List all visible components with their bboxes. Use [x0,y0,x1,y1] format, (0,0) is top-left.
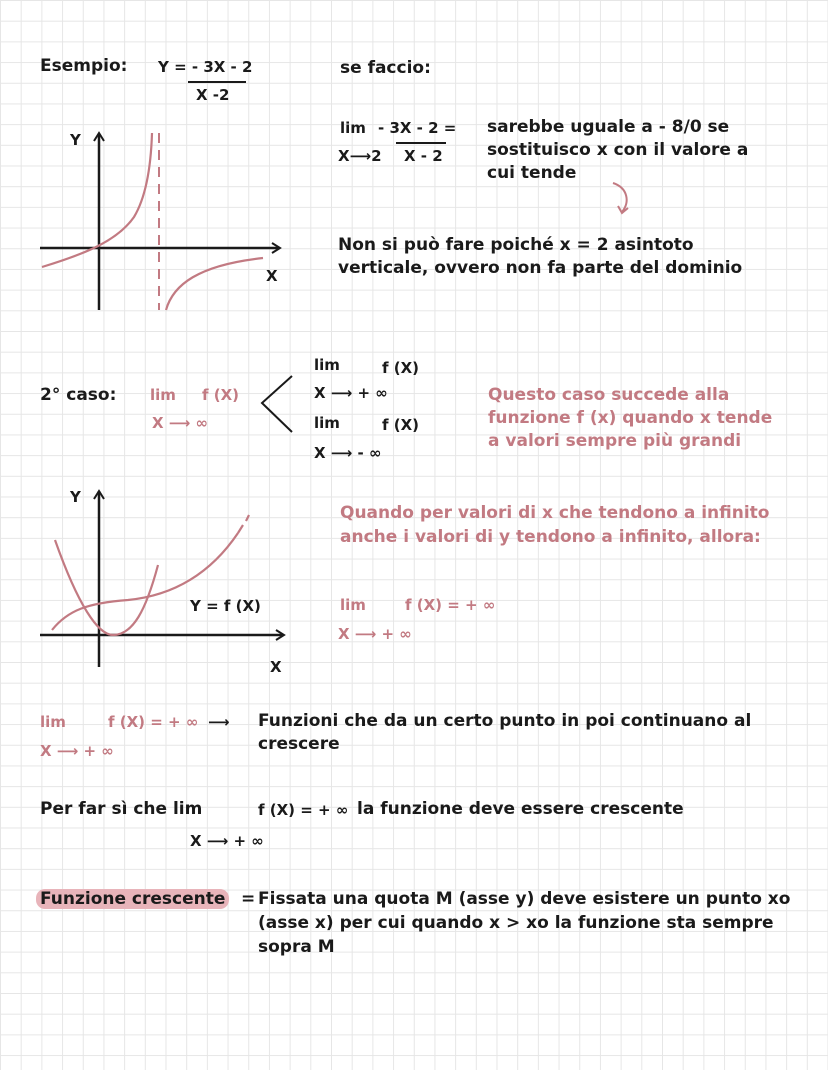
second-case-lim-sub: X ⟶ ∞ [152,414,209,432]
parabola-graph [38,485,298,685]
infinity-text-line2: anche i valori di y tendono a infinito, allora: [340,527,761,547]
substitution-lim: lim [340,119,366,137]
graph2-curve-label: Y = f (X) [190,597,261,615]
growing-sub: X ⟶ + ∞ [40,742,114,760]
example-fraction-bar [188,81,246,83]
branch1-sub: X ⟶ + ∞ [314,384,388,402]
substitution-conclusion-line2: verticale, ovvero non fa parte del dominio [338,258,743,278]
substitution-intro: se faccio: [340,58,431,78]
condition-suffix: la funzione deve essere crescente [357,799,684,819]
hyperbola-right-branch [166,258,263,310]
branch2-func: f (X) [382,416,420,434]
curved-arrow-icon [610,180,640,218]
infinity-func: f (X) = + ∞ [405,596,496,614]
condition-sub: X ⟶ + ∞ [190,832,264,850]
second-case-note-line2: funzione f (x) quando x tende [488,408,773,428]
second-case-note-line1: Questo caso succede alla [488,385,730,405]
definition-text-line2: (asse x) per cui quando x > xo la funzione sta sempre [258,913,774,933]
branch2-lim: lim [314,414,340,432]
definition-text-line3: sopra M [258,937,335,957]
example-function-numerator: Y = - 3X - 2 [158,58,253,76]
branch-bracket-icon [258,370,298,440]
growing-lim: lim [40,713,66,731]
infinity-lim: lim [340,596,366,614]
branch2-sub: X ⟶ - ∞ [314,444,382,462]
substitution-explanation-line3: cui tende [487,163,577,183]
growing-text-line2: crescere [258,734,340,754]
function-curve-dashed-end [238,515,249,533]
substitution-conclusion-line1: Non si può fare poiché x = 2 asintoto [338,235,694,255]
infinity-text-line1: Quando per valori di x che tendono a infinito [340,503,770,523]
branch1-lim: lim [314,356,340,374]
parabola-curve [55,540,158,635]
substitution-explanation-line2: sostituisco x con il valore a [487,140,749,160]
branch1-func: f (X) [382,359,420,377]
graph1-y-label: Y [70,131,81,149]
substitution-fraction-numerator: - 3X - 2 = [378,119,457,137]
infinity-sub: X ⟶ + ∞ [338,625,412,643]
condition-func: f (X) = + ∞ [258,801,349,819]
second-case-lim: lim [150,386,176,404]
substitution-fraction-denominator: X - 2 [404,147,443,165]
substitution-explanation-line1: sarebbe uguale a - 8/0 se [487,117,730,137]
example-label: Esempio: [40,56,128,76]
example-function-denominator: X -2 [196,86,230,104]
condition-prefix: Per far sì che lim [40,799,203,819]
growing-arrow-icon: ⟶ [208,713,230,731]
hyperbola-graph [38,125,298,325]
second-case-func: f (X) [202,386,240,404]
growing-text-line1: Funzioni che da un certo punto in poi continuano al [258,711,752,731]
second-case-label: 2° caso: [40,385,117,405]
growing-func: f (X) = + ∞ [108,713,199,731]
graph2-y-label: Y [70,488,81,506]
definition-text-line1: Fissata una quota M (asse y) deve esistere un punto xo [258,889,791,909]
substitution-lim-sub: X⟶2 [338,147,382,165]
graph1-x-label: X [266,267,278,285]
definition-equals: = [241,889,256,909]
graph2-x-label: X [270,658,282,676]
definition-term-highlight: Funzione crescente [36,889,229,909]
definition-term [40,889,229,909]
second-case-note-line3: a valori sempre più grandi [488,431,742,451]
substitution-fraction-bar [396,142,446,144]
